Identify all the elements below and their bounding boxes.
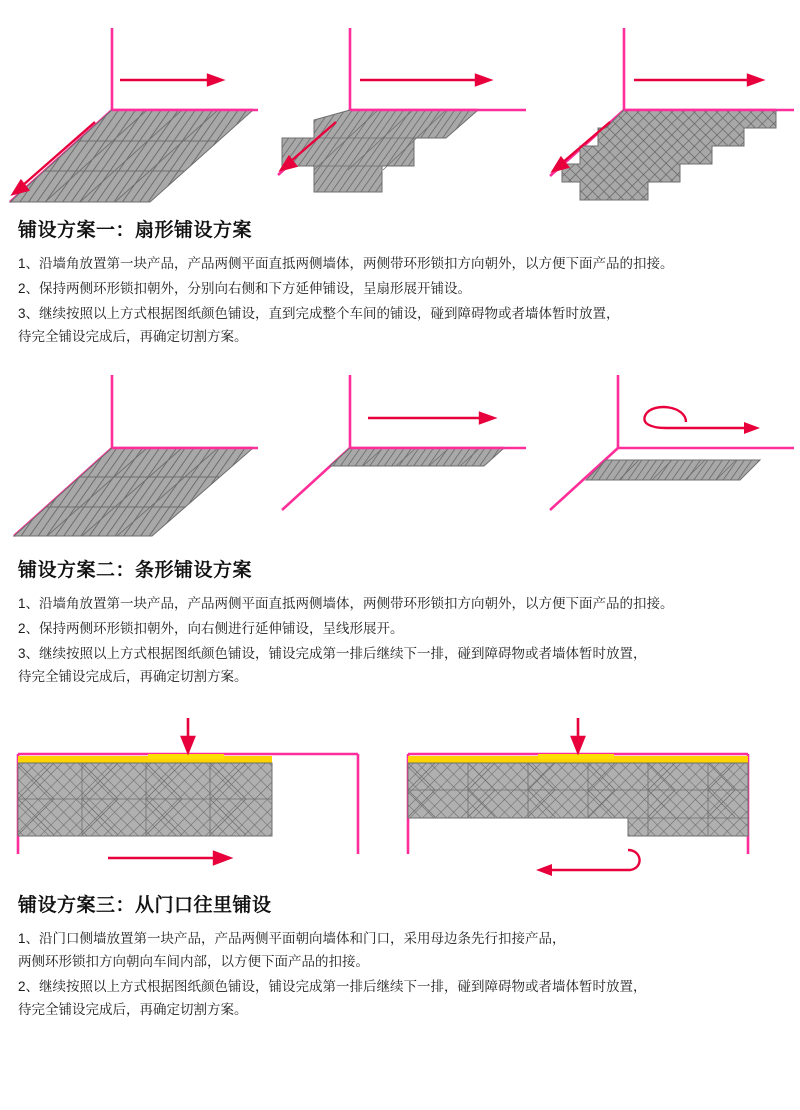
arrow-head: [536, 864, 552, 876]
step-text-cont: 待完全铺设完成后，再确定切割方案。: [18, 669, 248, 684]
step-text: 1、沿门口侧墙放置第一块产品，产品两侧平面朝向墙体和门口，采用母边条先行扣接产品，: [18, 931, 566, 946]
section-heading-fan: 铺设方案一：扇形铺设方案: [18, 220, 253, 241]
return-arrow: [548, 850, 640, 870]
paved-area: [282, 110, 478, 192]
paved-area: [330, 448, 504, 466]
step-item: [18, 642, 793, 688]
step-text: 2、保持两侧环形锁扣朝外，向右侧进行延伸铺设，呈线形展开。: [18, 621, 404, 636]
door-entry-arrow: [572, 718, 584, 752]
step-text: 1、沿墙角放置第一块产品，产品两侧平面直抵两侧墙体，两侧带环形锁扣方向朝外，以方便下面产品的扣接。: [18, 596, 674, 611]
paved-area: [586, 460, 760, 480]
paved-area: [408, 763, 748, 836]
door-step-2-figure: [390, 710, 790, 885]
step-item: [18, 252, 793, 275]
step-text: 2、保持两侧环形锁扣朝外，分别向右侧和下方延伸铺设，呈扇形展开铺设。: [18, 281, 472, 296]
section-heading-strip: 铺设方案二：条形铺设方案: [18, 560, 253, 581]
fan-step-1-figure: [0, 10, 265, 215]
step-text: 1、沿墙角放置第一块产品，产品两侧平面直抵两侧墙体，两侧带环形锁扣方向朝外，以方便下面产品的扣接。: [18, 256, 674, 271]
return-arrow: [644, 407, 748, 428]
paved-area: [562, 110, 776, 200]
direction-arrows: [368, 413, 494, 423]
section-strip: [0, 370, 800, 688]
steps-fan: [18, 252, 800, 348]
door-step-1-figure: [0, 710, 380, 885]
wall-lines: [282, 375, 526, 510]
fan-step-2-figure: [268, 10, 533, 215]
step-item: [18, 927, 793, 973]
step-text: 2、继续按照以上方式根据图纸颜色铺设，铺设完成第一排后继续下一排，碰到障碍物或者墙体暂时放置，: [18, 979, 647, 994]
section-heading-door: 铺设方案三：从门口往里铺设: [18, 895, 272, 916]
figure-row-door: [0, 710, 800, 890]
step-item: [18, 277, 793, 300]
strip-step-2-figure: [268, 370, 533, 550]
wall-lines: [550, 375, 794, 510]
paved-area: [18, 763, 272, 836]
step-text-cont: 待完全铺设完成后，再确定切割方案。: [18, 1002, 248, 1017]
fan-step-3-figure: [536, 10, 800, 215]
strip-step-3-figure: [536, 370, 800, 550]
arrow-head: [744, 422, 760, 434]
step-text-cont: 两侧环形锁扣方向朝向车间内部，以方便下面产品的扣接。: [18, 954, 369, 969]
section-door: [0, 710, 800, 1021]
step-item: [18, 592, 793, 615]
steps-door: [18, 927, 800, 1021]
step-text: 3、继续按照以上方式根据图纸颜色铺设，直到完成整个车间的铺设，碰到障碍物或者墙体暂时放置，: [18, 306, 620, 321]
edge-strip: [18, 754, 272, 763]
paved-area: [14, 448, 253, 536]
step-text-cont: 待完全铺设完成后，再确定切割方案。: [18, 329, 248, 344]
step-text: 3、继续按照以上方式根据图纸颜色铺设，铺设完成第一排后继续下一排，碰到障碍物或者墙体暂时放置，: [18, 646, 647, 661]
steps-strip: [18, 592, 800, 688]
step-item: [18, 975, 793, 1021]
figure-row-fan: [0, 0, 800, 215]
door-entry-arrow: [182, 718, 194, 752]
strip-step-1-figure: [0, 370, 265, 550]
section-fan: [0, 0, 800, 348]
step-item: [18, 302, 793, 348]
paved-area: [10, 110, 253, 202]
direction-arrow: [108, 852, 230, 864]
step-item: [18, 617, 793, 640]
figure-row-strip: [0, 370, 800, 555]
